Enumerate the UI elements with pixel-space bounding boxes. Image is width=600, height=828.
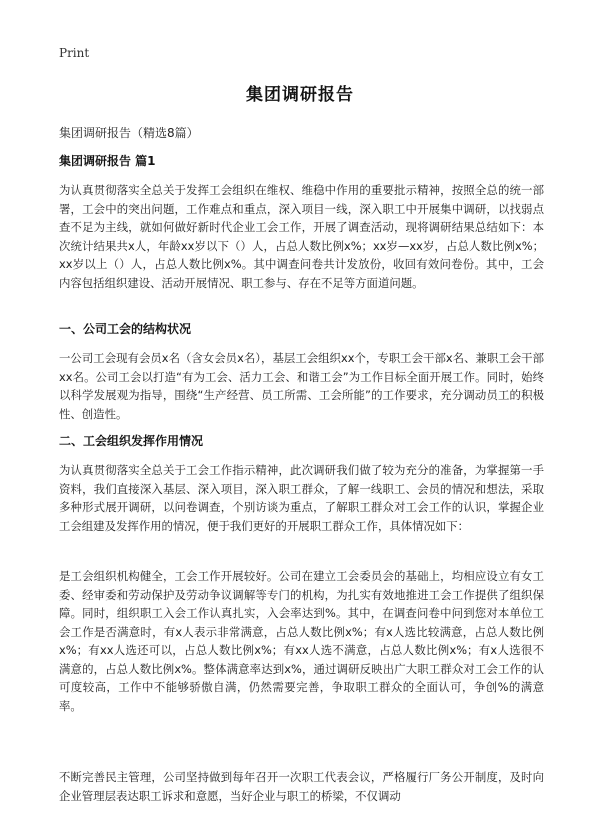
section-heading: 集团调研报告 篇1 (59, 154, 156, 168)
heading-structure: 一、公司工会的结构状况 (59, 322, 192, 336)
organization-paragraph: 是工会组织机构健全，工会工作开展较好。公司在建立工会委员会的基础上，均相应设立有女工委、经审委和劳动保护及劳动争议调解等专门的机构，为扎实有效地推进工会工作提供了组织保障。同时，组织职工入会工作认真扎实，入会率达到%。其中，在调查问卷中问到您对本单位工会工作是否满意时，有x人表示非常满意，占总人数比例x%；有x人选比较满意，占总人数比例x%；有xx人选还可以，占总人数比例x%；有xx人选不满意，占总人数比例x%；有x人选很不满意的，占总人数比例x%。整体满意率达到x%，通过调研反映出广大职工群众对工会工作的认可度较高，工作中不能够骄傲自满，仍然需要完善，争取职工群众的全面认可，争创%的满意率。 (59, 569, 544, 713)
management-paragraph: 不断完善民主管理，公司坚持做到每年召开一次职工代表会议，严格履行厂务公开制度，及时向企业管理层表达职工诉求和意愿，当好企业与职工的桥梁，不仅调动 (59, 770, 544, 803)
intro-paragraph: 为认真贯彻落实全总关于发挥工会组织在维权、维稳中作用的重要批示精神，按照全总的统一部署，工会中的突出问题，工作难点和重点，深入项目一线，深入职工中开展集中调研，以找弱点查不足为主线，就如何做好新时代企业工会工作，开展了调查活动，现将调研结果总结如下：本次统计结果共x人，年龄xx岁以下（）人，占总人数比例x%；xx岁—xx岁，占总人数比例x%；xx岁以上（）人，占总人数比例x%。其中调查问卷共计发放份，收回有效问卷份。其中，工会内容包括组织建设、活动开展情况、职工参与、存在不足等方面道问题。 (59, 183, 544, 290)
page-title: 集团调研报告 (246, 85, 354, 105)
print-link[interactable]: Print (59, 46, 90, 60)
structure-paragraph: 一公司工会现有会员x名（含女会员x名），基层工会组织xx个，专职工会干部x名、兼职工会干部xx名。公司工会以打造“有为工会、活力工会、和谐工会”为工作目标全面开展工作。同时，始终以科学发展观为指导，围绕“生产经营、员工所需、工会所能”的工作要求，充分调动员工的积极性、创造性。 (59, 351, 544, 421)
document-subtitle: 集团调研报告（精选8篇） (59, 126, 199, 140)
heading-role: 二、工会组织发挥作用情况 (59, 434, 204, 448)
role-intro-paragraph: 为认真贯彻落实全总关于工会工作指示精神，此次调研我们做了较为充分的准备，为掌握第一手资料，我们直接深入基层、深入项目，深入职工群众，了解一线职工、会员的情况和想法，采取多种形式展开调研，以问卷调查，个别访谈为重点，了解职工群众对工会工作的认识，掌握企业工会组建及发挥作用的情况，便于我们更好的开展职工群众工作，具体情况如下： (59, 463, 544, 533)
